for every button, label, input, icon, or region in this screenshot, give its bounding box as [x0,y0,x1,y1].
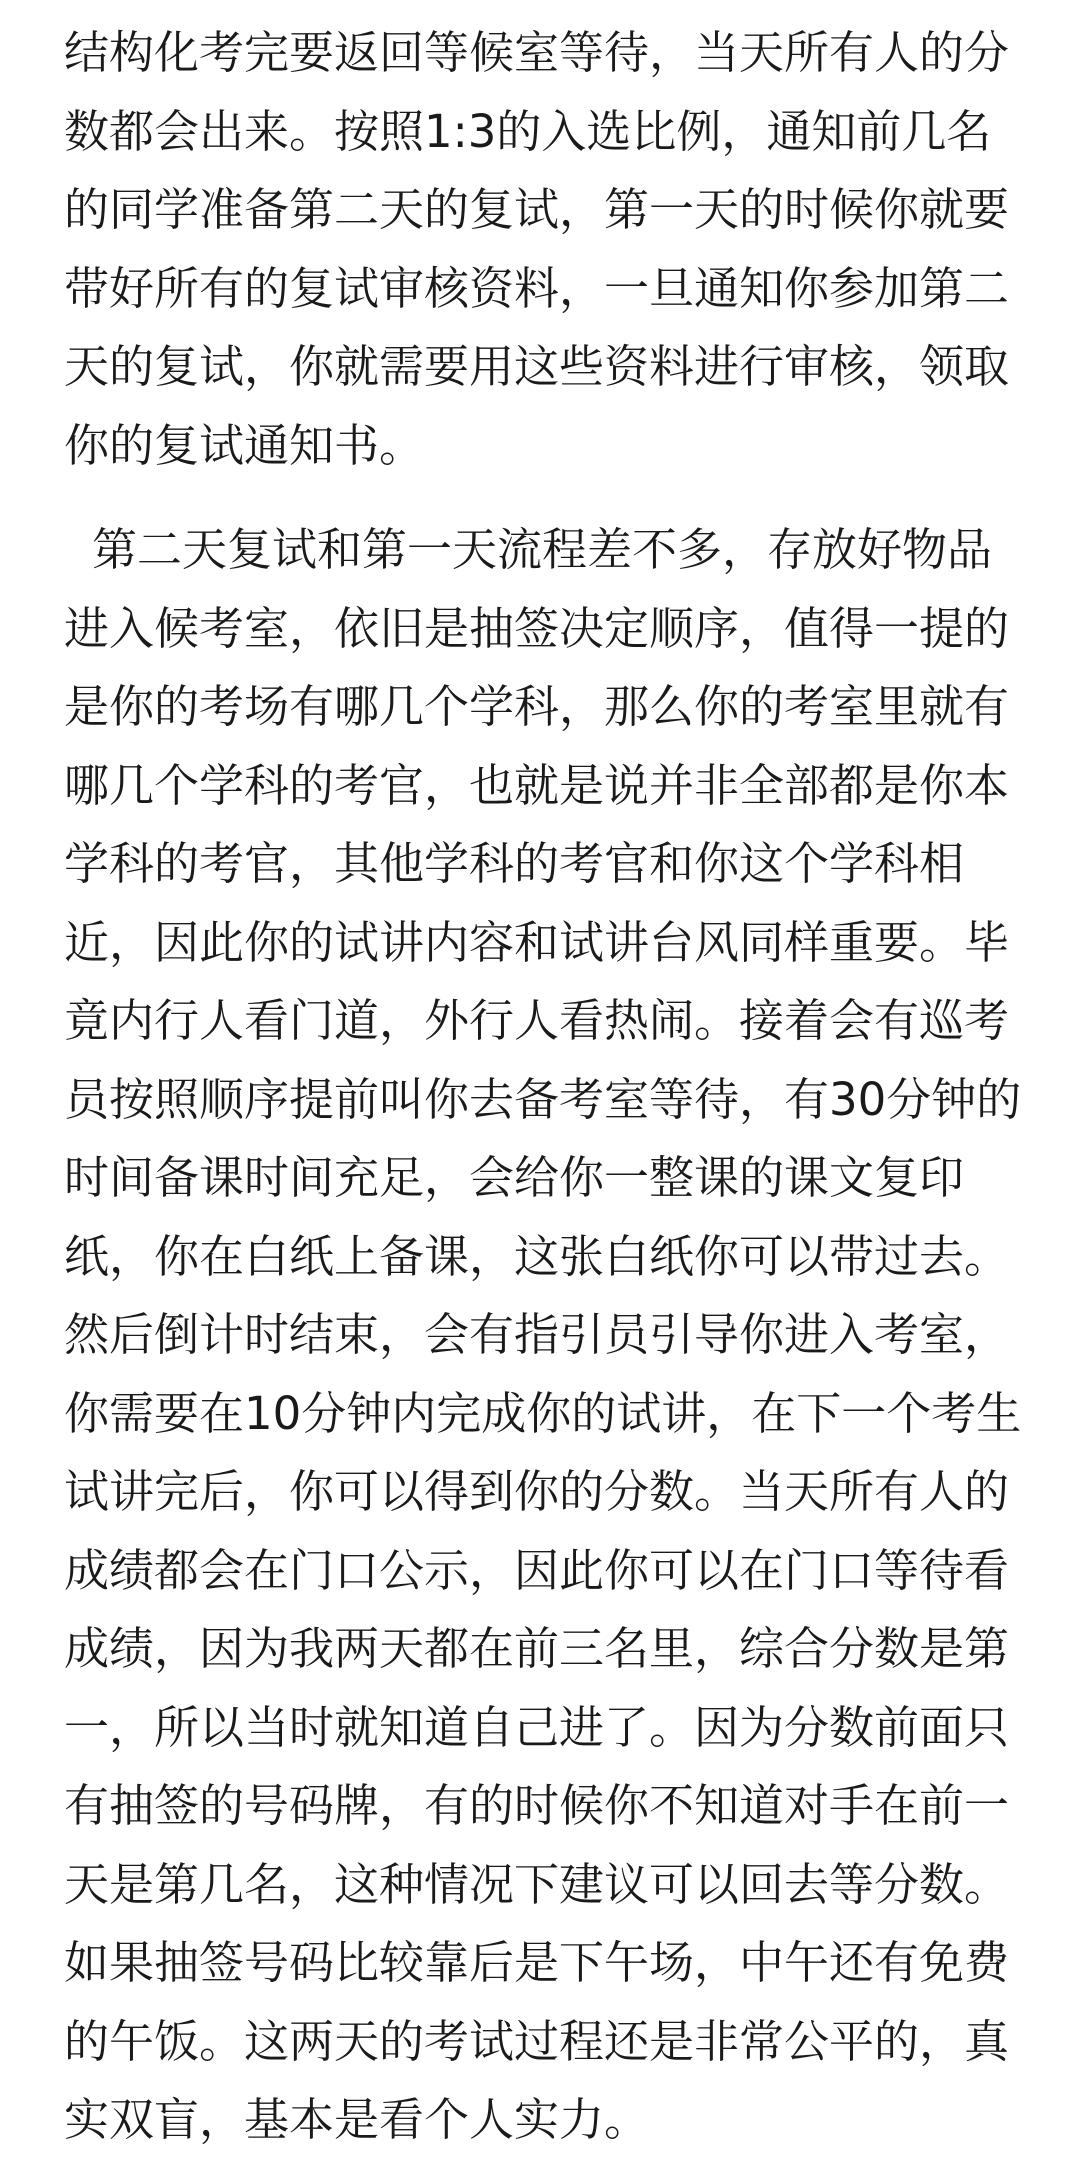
paragraph-second-day-retest: 第二天复试和第一天流程差不多，存放好物品进入候考室，依旧是抽签决定顺序，值得一提的是你的考场有哪几个学科，那么你的考室里就有哪几个学科的考官，也就是说并非全部都是你本学科的考官，其他学科的考官和你这个学科相近，因此你的试讲内容和试讲台风同样重要。毕竟内行人看门道，外行人看热闹。接着会有巡考员按照顺序提前叫你去备考室等待，有30分钟的时间备课时间充足，会给你一整课的课文复印纸，你在白纸上备课，这张白纸你可以带过去。然后倒计时结束，会有指引员引导你进入考室，你需要在10分钟内完成你的试讲，在下一个考生试讲完后，你可以得到你的分数。当天所有人的成绩都会在门口公示，因此你可以在门口等待看成绩，因为我两天都在前三名里，综合分数是第一，所以当时就知道自己进了。因为分数前面只有抽签的号码牌，有的时候你不知道对手在前一天是第几名，这种情况下建议可以回去等分数。如果抽签号码比较靠后是下午场，中午还有免费的午饭。这两天的考试过程还是非常公平的，真实双盲，基本是看个人实力。 [64,523,1022,2146]
paragraph-first-day-results: 结构化考完要返回等候室等待，当天所有人的分数都会出来。按照1:3的入选比例，通知前几名的同学准备第二天的复试，第一天的时候你就要带好所有的复试审核资料，一旦通知你参加第二天的复试，你就需要用这些资料进行审核，领取你的复试通知书。 [64,26,1010,472]
article-body [64,14,1024,2160]
